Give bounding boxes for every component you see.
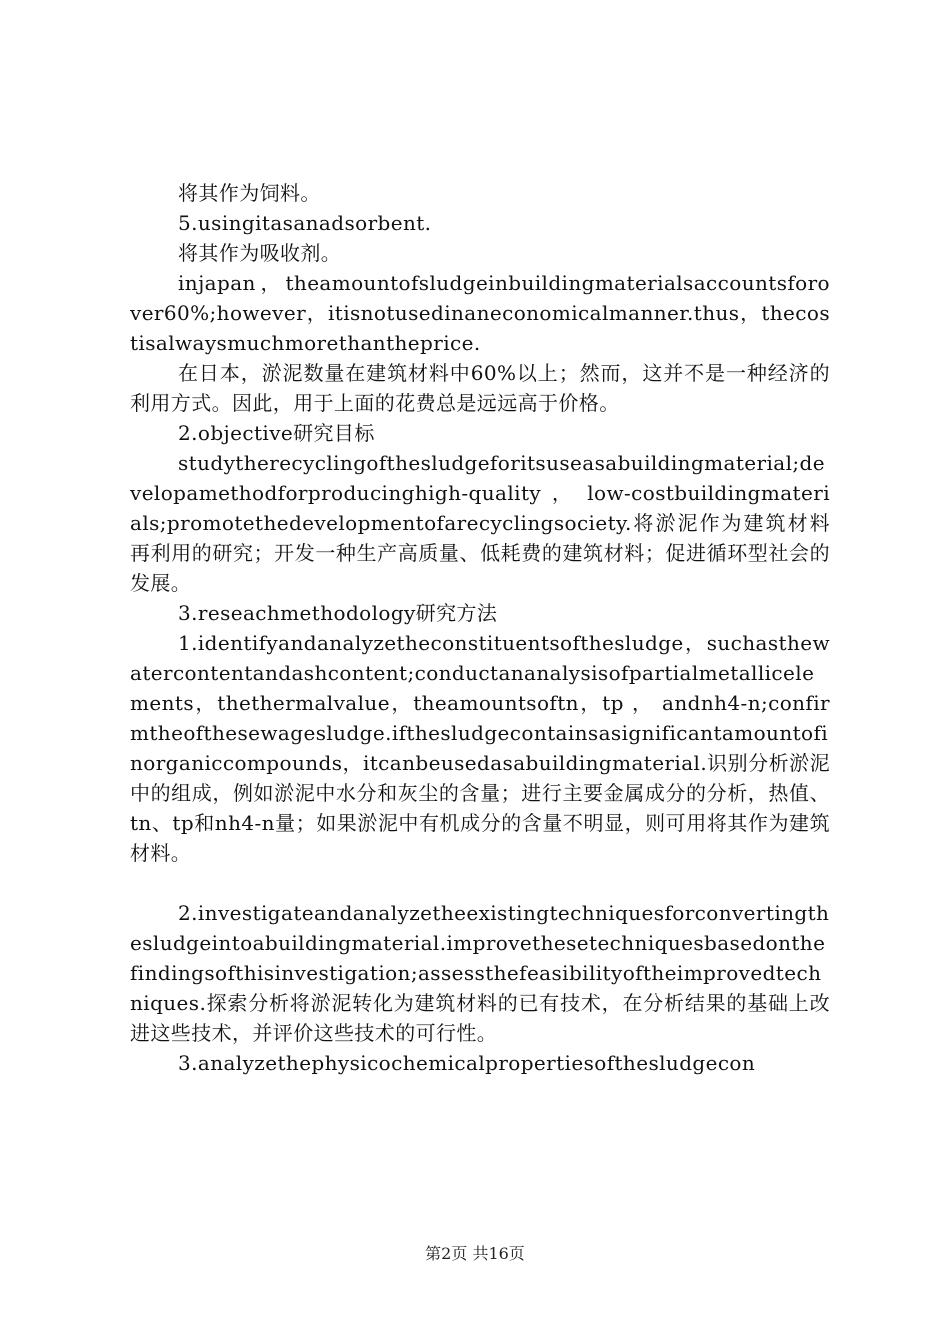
paragraph-adsorbent-en: 5.usingitasanadsorbent.: [178, 211, 432, 235]
heading-objective: 2.objective研究目标: [178, 421, 375, 445]
paragraph-feed: 将其作为饲料。: [178, 181, 321, 205]
paragraph-objective: studytherecyclingofthesludgeforitsuseasabuildingmaterial;developamethodforproducinghigh-quality ， low-costbuildingmaterials;promotethedevelopmentofarecyclingsociety.将淤泥作为建筑材料再利用的研究；开发一种生产高质量、低耗费的建筑材料；促进循环型社会的发展。: [130, 451, 830, 595]
paragraph-japan-en: injapan，theamountofsludgeinbuildingmaterialsaccountsforover60%;however，itisnotusedinaneconomicalmanner.thus，thecostisalwaysmuchmorethantheprice.: [130, 271, 830, 355]
paragraph-method-1: 1.identifyandanalyzetheconstituentsofthesludge，suchasthewatercontentandashcontent;conductananalysisofpartialmetallicelements，thethermalvalue，theamountsoftn，tp ， andnh4-n;confirmtheofthesewagesludge.ifthesludgecontainsasignificantamountofinorganiccompounds，itcanbeusedasabuildingmaterial.识别分析淤泥中的组成，例如淤泥中水分和灰尘的含量；进行主要金属成分的分析，热值、tn、tp和nh4-n量；如果淤泥中有机成分的含量不明显，则可用将其作为建筑材料。: [130, 631, 830, 865]
paragraph-japan-zh: 在日本，淤泥数量在建筑材料中60%以上；然而，这并不是一种经济的利用方式。因此，用于上面的花费总是远远高于价格。: [130, 361, 830, 415]
paragraph-method-2: 2.investigateandanalyzetheexistingtechniquesforconvertingthesludgeintoabuildingmaterial.improvethesetechniquesbasedonthefindingsofthisinvestigation;assessthefeasibilityoftheimprovedtechniques.探索分析将淤泥转化为建筑材料的已有技术，在分析结果的基础上改进这些技术，并评价这些技术的可行性。: [130, 901, 830, 1045]
page-number-footer: 第2页 共16页: [425, 1244, 525, 1263]
heading-methodology: 3.reseachmethodology研究方法: [178, 601, 498, 625]
paragraph-adsorbent-zh: 将其作为吸收剂。: [178, 241, 342, 265]
document-body: [130, 178, 830, 1078]
paragraph-method-3: 3.analyzethephysicochemicalpropertiesofthesludgecon: [178, 1051, 756, 1075]
